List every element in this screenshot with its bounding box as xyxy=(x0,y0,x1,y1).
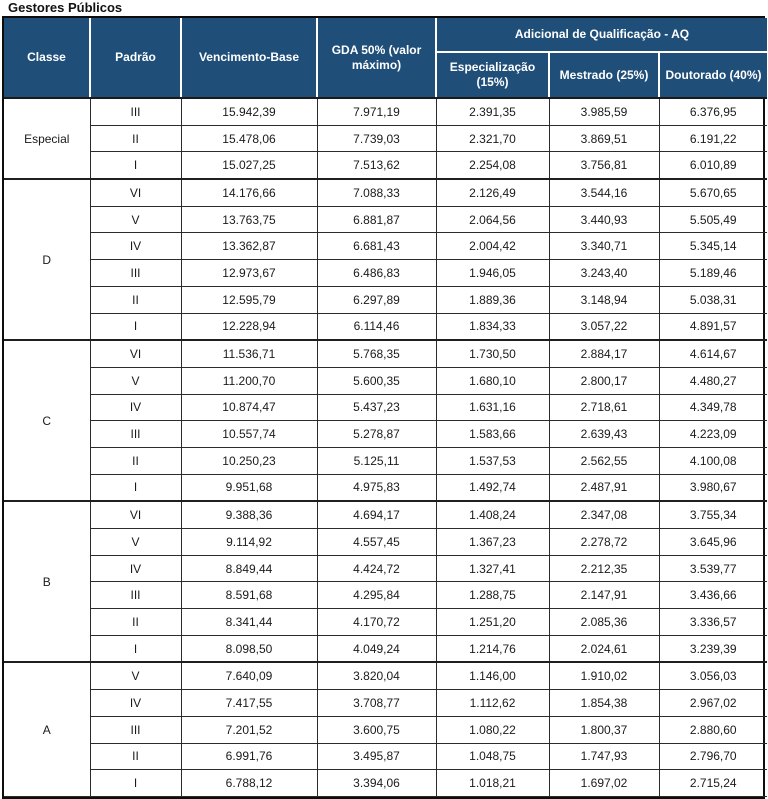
value-cell: 1.854,38 xyxy=(549,690,659,717)
value-cell: 4.049,24 xyxy=(317,635,436,662)
value-cell: 2.126,49 xyxy=(436,179,549,206)
col-header-especializacao: Especialização (15%) xyxy=(436,52,549,98)
table-row xyxy=(4,286,767,313)
value-cell: 4.480,27 xyxy=(659,367,767,394)
value-cell: 9.951,68 xyxy=(181,474,317,501)
value-cell: 10.557,74 xyxy=(181,421,317,448)
table-row xyxy=(4,367,767,394)
value-cell: 1.146,00 xyxy=(436,662,549,689)
value-cell: 2.391,35 xyxy=(436,98,549,125)
value-cell: 2.254,08 xyxy=(436,152,549,179)
table-row xyxy=(4,313,767,340)
table-row xyxy=(4,635,767,662)
col-header-adicional-qualificacao: Adicional de Qualificação - AQ xyxy=(436,18,767,52)
value-cell: 1.112,62 xyxy=(436,690,549,717)
table-row xyxy=(4,529,767,556)
value-cell: 3.544,16 xyxy=(549,179,659,206)
value-cell: 4.557,45 xyxy=(317,529,436,556)
value-cell: 7.640,09 xyxy=(181,662,317,689)
value-cell: 2.085,36 xyxy=(549,609,659,636)
table-row xyxy=(4,582,767,609)
table-row xyxy=(4,501,767,528)
padrao-cell: VI xyxy=(90,340,181,367)
value-cell: 1.946,05 xyxy=(436,260,549,287)
classe-cell: Especial xyxy=(4,98,90,179)
value-cell: 3.394,06 xyxy=(317,770,436,797)
value-cell: 1.492,74 xyxy=(436,474,549,501)
value-cell: 3.239,39 xyxy=(659,635,767,662)
value-cell: 6.297,89 xyxy=(317,286,436,313)
padrao-cell: II xyxy=(90,286,181,313)
classe-cell: B xyxy=(4,501,90,662)
value-cell: 6.486,83 xyxy=(317,260,436,287)
value-cell: 5.278,87 xyxy=(317,421,436,448)
value-cell: 1.018,21 xyxy=(436,770,549,797)
table-row xyxy=(4,770,767,797)
padrao-cell: III xyxy=(90,421,181,448)
value-cell: 3.820,04 xyxy=(317,662,436,689)
value-cell: 12.973,67 xyxy=(181,260,317,287)
padrao-cell: V xyxy=(90,206,181,233)
value-cell: 4.295,84 xyxy=(317,582,436,609)
value-cell: 6.010,89 xyxy=(659,152,767,179)
value-cell: 1.697,02 xyxy=(549,770,659,797)
value-cell: 3.057,22 xyxy=(549,313,659,340)
table-row xyxy=(4,340,767,367)
table-body xyxy=(4,98,767,796)
value-cell: 7.739,03 xyxy=(317,125,436,152)
padrao-cell: III xyxy=(90,98,181,125)
value-cell: 9.114,92 xyxy=(181,529,317,556)
value-cell: 13.763,75 xyxy=(181,206,317,233)
table-row xyxy=(4,555,767,582)
value-cell: 1.680,10 xyxy=(436,367,549,394)
value-cell: 4.223,09 xyxy=(659,421,767,448)
value-cell: 2.967,02 xyxy=(659,690,767,717)
value-cell: 3.755,34 xyxy=(659,501,767,528)
value-cell: 15.027,25 xyxy=(181,152,317,179)
value-cell: 6.788,12 xyxy=(181,770,317,797)
value-cell: 7.088,33 xyxy=(317,179,436,206)
col-header-mestrado: Mestrado (25%) xyxy=(549,52,659,98)
value-cell: 6.191,22 xyxy=(659,125,767,152)
value-cell: 1.730,50 xyxy=(436,340,549,367)
value-cell: 4.170,72 xyxy=(317,609,436,636)
value-cell: 1.367,23 xyxy=(436,529,549,556)
classe-cell: D xyxy=(4,179,90,340)
value-cell: 1.048,75 xyxy=(436,743,549,770)
value-cell: 5.670,65 xyxy=(659,179,767,206)
value-cell: 3.708,77 xyxy=(317,690,436,717)
value-cell: 15.478,06 xyxy=(181,125,317,152)
value-cell: 7.201,52 xyxy=(181,716,317,743)
value-cell: 6.681,43 xyxy=(317,233,436,260)
value-cell: 3.756,81 xyxy=(549,152,659,179)
value-cell: 3.436,66 xyxy=(659,582,767,609)
table-row xyxy=(4,690,767,717)
padrao-cell: IV xyxy=(90,555,181,582)
value-cell: 4.424,72 xyxy=(317,555,436,582)
padrao-cell: I xyxy=(90,635,181,662)
value-cell: 3.869,51 xyxy=(549,125,659,152)
value-cell: 2.064,56 xyxy=(436,206,549,233)
padrao-cell: IV xyxy=(90,394,181,421)
salary-table-container xyxy=(2,16,765,799)
table-header xyxy=(4,18,767,98)
value-cell: 12.228,94 xyxy=(181,313,317,340)
salary-table xyxy=(4,18,767,797)
value-cell: 2.321,70 xyxy=(436,125,549,152)
value-cell: 3.985,59 xyxy=(549,98,659,125)
value-cell: 6.376,95 xyxy=(659,98,767,125)
value-cell: 14.176,66 xyxy=(181,179,317,206)
value-cell: 11.536,71 xyxy=(181,340,317,367)
value-cell: 4.891,57 xyxy=(659,313,767,340)
table-row xyxy=(4,260,767,287)
value-cell: 5.437,23 xyxy=(317,394,436,421)
classe-cell: A xyxy=(4,662,90,796)
col-header-vencimento-base: Vencimento-Base xyxy=(181,18,317,98)
value-cell: 2.487,91 xyxy=(549,474,659,501)
padrao-cell: VI xyxy=(90,179,181,206)
value-cell: 2.212,35 xyxy=(549,555,659,582)
value-cell: 10.874,47 xyxy=(181,394,317,421)
table-row xyxy=(4,421,767,448)
value-cell: 7.513,62 xyxy=(317,152,436,179)
classe-cell: C xyxy=(4,340,90,501)
value-cell: 10.250,23 xyxy=(181,447,317,474)
value-cell: 2.884,17 xyxy=(549,340,659,367)
padrao-cell: V xyxy=(90,662,181,689)
value-cell: 4.975,83 xyxy=(317,474,436,501)
value-cell: 1.747,93 xyxy=(549,743,659,770)
value-cell: 3.340,71 xyxy=(549,233,659,260)
value-cell: 2.147,91 xyxy=(549,582,659,609)
table-row xyxy=(4,206,767,233)
col-header-doutorado: Doutorado (40%) xyxy=(659,52,767,98)
padrao-cell: V xyxy=(90,367,181,394)
value-cell: 3.980,67 xyxy=(659,474,767,501)
value-cell: 3.600,75 xyxy=(317,716,436,743)
value-cell: 2.347,08 xyxy=(549,501,659,528)
value-cell: 2.715,24 xyxy=(659,770,767,797)
value-cell: 8.098,50 xyxy=(181,635,317,662)
value-cell: 6.991,76 xyxy=(181,743,317,770)
value-cell: 2.278,72 xyxy=(549,529,659,556)
value-cell: 11.200,70 xyxy=(181,367,317,394)
value-cell: 1.408,24 xyxy=(436,501,549,528)
value-cell: 5.600,35 xyxy=(317,367,436,394)
value-cell: 1.537,53 xyxy=(436,447,549,474)
padrao-cell: I xyxy=(90,474,181,501)
value-cell: 3.440,93 xyxy=(549,206,659,233)
value-cell: 5.189,46 xyxy=(659,260,767,287)
padrao-cell: II xyxy=(90,447,181,474)
value-cell: 5.038,31 xyxy=(659,286,767,313)
padrao-cell: II xyxy=(90,125,181,152)
value-cell: 8.849,44 xyxy=(181,555,317,582)
value-cell: 5.125,11 xyxy=(317,447,436,474)
value-cell: 1.631,16 xyxy=(436,394,549,421)
value-cell: 8.341,44 xyxy=(181,609,317,636)
table-row xyxy=(4,179,767,206)
value-cell: 2.880,60 xyxy=(659,716,767,743)
padrao-cell: IV xyxy=(90,233,181,260)
table-row xyxy=(4,609,767,636)
value-cell: 8.591,68 xyxy=(181,582,317,609)
table-row xyxy=(4,233,767,260)
value-cell: 1.327,41 xyxy=(436,555,549,582)
value-cell: 6.881,87 xyxy=(317,206,436,233)
table-row xyxy=(4,125,767,152)
page-title: Gestores Públicos xyxy=(8,0,123,15)
value-cell: 3.539,77 xyxy=(659,555,767,582)
value-cell: 3.645,96 xyxy=(659,529,767,556)
value-cell: 1.889,36 xyxy=(436,286,549,313)
value-cell: 1.288,75 xyxy=(436,582,549,609)
value-cell: 1.800,37 xyxy=(549,716,659,743)
value-cell: 2.718,61 xyxy=(549,394,659,421)
table-row xyxy=(4,98,767,125)
col-header-gda: GDA 50% (valor máximo) xyxy=(317,18,436,98)
value-cell: 4.694,17 xyxy=(317,501,436,528)
padrao-cell: III xyxy=(90,716,181,743)
padrao-cell: III xyxy=(90,582,181,609)
padrao-cell: I xyxy=(90,770,181,797)
value-cell: 12.595,79 xyxy=(181,286,317,313)
value-cell: 1.251,20 xyxy=(436,609,549,636)
table-row xyxy=(4,662,767,689)
table-row xyxy=(4,474,767,501)
value-cell: 7.417,55 xyxy=(181,690,317,717)
value-cell: 4.349,78 xyxy=(659,394,767,421)
value-cell: 1.214,76 xyxy=(436,635,549,662)
value-cell: 5.505,49 xyxy=(659,206,767,233)
value-cell: 2.800,17 xyxy=(549,367,659,394)
value-cell: 3.336,57 xyxy=(659,609,767,636)
padrao-cell: I xyxy=(90,313,181,340)
padrao-cell: II xyxy=(90,609,181,636)
value-cell: 2.562,55 xyxy=(549,447,659,474)
value-cell: 13.362,87 xyxy=(181,233,317,260)
table-row xyxy=(4,152,767,179)
value-cell: 6.114,46 xyxy=(317,313,436,340)
value-cell: 2.796,70 xyxy=(659,743,767,770)
col-header-padrao: Padrão xyxy=(90,18,181,98)
padrao-cell: IV xyxy=(90,690,181,717)
table-row xyxy=(4,716,767,743)
value-cell: 3.243,40 xyxy=(549,260,659,287)
value-cell: 2.639,43 xyxy=(549,421,659,448)
value-cell: 2.004,42 xyxy=(436,233,549,260)
value-cell: 9.388,36 xyxy=(181,501,317,528)
value-cell: 5.345,14 xyxy=(659,233,767,260)
table-row xyxy=(4,394,767,421)
value-cell: 4.100,08 xyxy=(659,447,767,474)
value-cell: 5.768,35 xyxy=(317,340,436,367)
value-cell: 7.971,19 xyxy=(317,98,436,125)
table-row xyxy=(4,743,767,770)
value-cell: 15.942,39 xyxy=(181,98,317,125)
value-cell: 3.056,03 xyxy=(659,662,767,689)
value-cell: 3.148,94 xyxy=(549,286,659,313)
value-cell: 1.583,66 xyxy=(436,421,549,448)
value-cell: 1.910,02 xyxy=(549,662,659,689)
value-cell: 3.495,87 xyxy=(317,743,436,770)
padrao-cell: V xyxy=(90,529,181,556)
padrao-cell: VI xyxy=(90,501,181,528)
value-cell: 1.834,33 xyxy=(436,313,549,340)
table-row xyxy=(4,447,767,474)
padrao-cell: II xyxy=(90,743,181,770)
value-cell: 2.024,61 xyxy=(549,635,659,662)
padrao-cell: I xyxy=(90,152,181,179)
padrao-cell: III xyxy=(90,260,181,287)
value-cell: 4.614,67 xyxy=(659,340,767,367)
col-header-classe: Classe xyxy=(4,18,90,98)
value-cell: 1.080,22 xyxy=(436,716,549,743)
